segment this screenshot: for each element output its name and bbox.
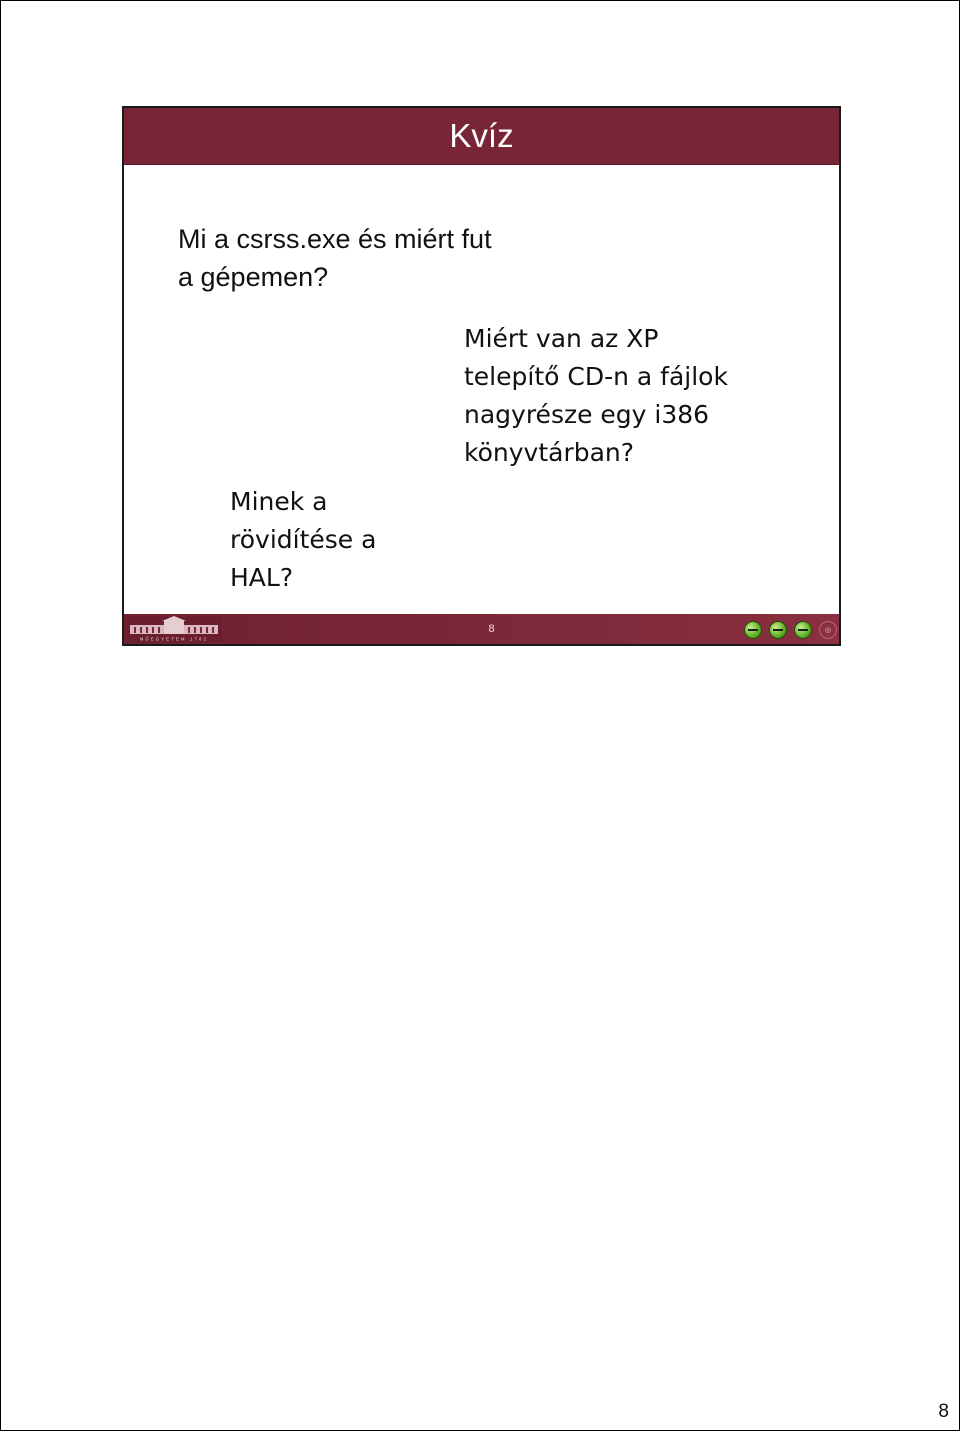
question-i386 xyxy=(464,320,728,472)
slide-footer xyxy=(124,614,839,644)
question-line: nagyrésze egy i386 xyxy=(464,400,710,429)
question-line: Mi a csrss.exe és miért fut xyxy=(178,224,492,254)
question-line: könyvtárban? xyxy=(464,438,635,467)
question-line: rövidítése a xyxy=(230,525,377,554)
question-line: Minek a xyxy=(230,487,328,516)
logo-badge-icon: ◎ xyxy=(819,621,837,639)
slide-number: 8 xyxy=(488,623,495,635)
question-line: a gépemen? xyxy=(178,262,329,292)
fts-logo-icon xyxy=(744,619,837,641)
question-line: HAL? xyxy=(230,563,294,592)
question-csrss xyxy=(178,220,492,296)
question-hal xyxy=(230,483,376,597)
slide xyxy=(122,106,841,646)
question-line: Miért van az XP xyxy=(464,324,659,353)
slide-title: Kvíz xyxy=(449,117,514,154)
question-line: telepítő CD-n a fájlok xyxy=(464,362,728,391)
logo-circle-icon xyxy=(769,621,787,639)
page-number: 8 xyxy=(938,1401,949,1422)
logo-circle-icon xyxy=(744,621,762,639)
slide-header xyxy=(124,108,839,165)
svg-text:MŰEGYETEM 1782: MŰEGYETEM 1782 xyxy=(139,636,209,642)
logo-circle-icon xyxy=(794,621,812,639)
